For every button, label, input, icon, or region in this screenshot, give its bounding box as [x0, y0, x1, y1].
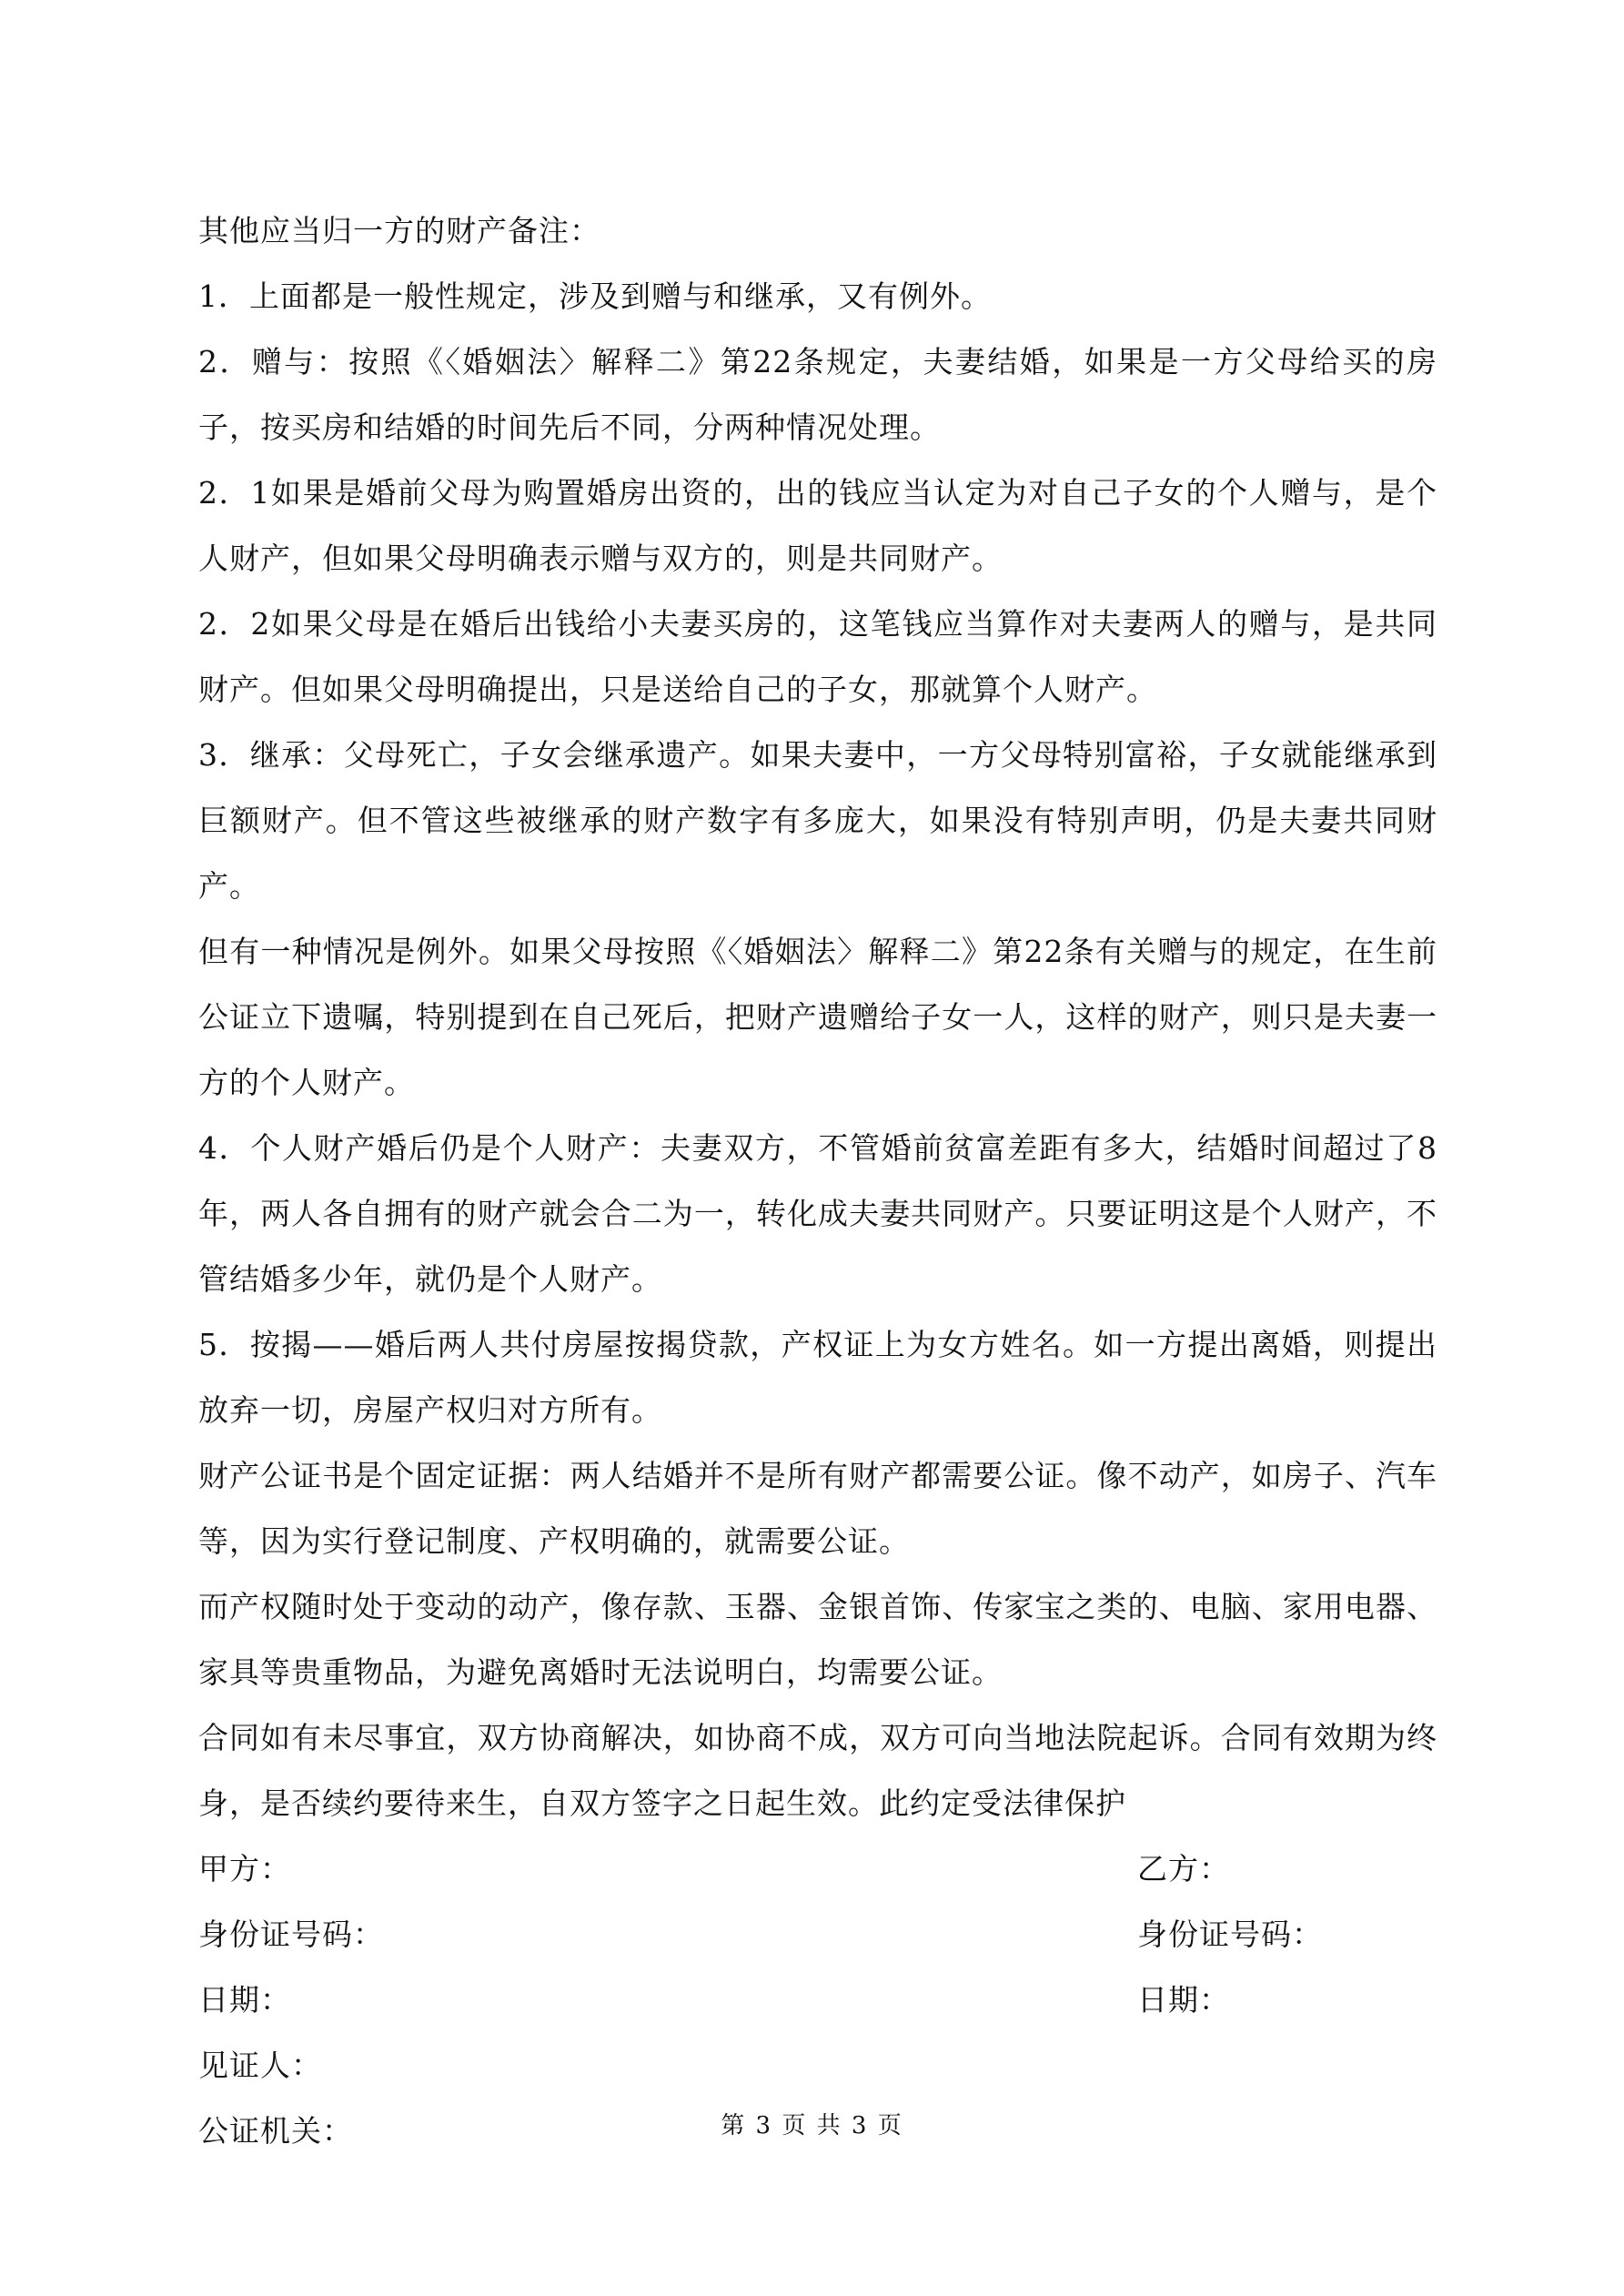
party-b-label: 乙方：	[1137, 1851, 1230, 1886]
paragraph-item-1: 1．上面都是一般性规定，涉及到赠与和继承，又有例外。	[198, 278, 992, 314]
document-body	[198, 198, 1437, 2164]
date-b-label: 日期：	[1137, 1982, 1230, 2018]
paragraph-item-4: 4．个人财产婚后仍是个人财产：夫妻双方，不管婚前贫富差距有多大，结婚时间超过了8年，两人各自拥有的财产就会合二为一，转化成夫妻共同财产。只要证明这是个人财产，不管结婚多少年，就仍是个人财产。	[198, 1130, 1437, 1297]
paragraph-contract-terms: 合同如有未尽事宜，双方协商解决，如协商不成，双方可向当地法院起诉。合同有效期为终身，是否续约要待来生，自双方签字之日起生效。此约定受法律保护	[198, 1720, 1437, 1821]
paragraph-notarization: 财产公证书是个固定证据：两人结婚并不是所有财产都需要公证。像不动产，如房子、汽车等，因为实行登记制度、产权明确的，就需要公证。	[198, 1458, 1437, 1559]
signature-row-id	[198, 1902, 1437, 1967]
notary-label: 公证机关：	[198, 2113, 353, 2149]
party-a-label: 甲方：	[198, 1851, 291, 1886]
date-a-label: 日期：	[198, 1982, 291, 2018]
signature-row-parties	[198, 1836, 1437, 1902]
paragraph-exception: 但有一种情况是例外。如果父母按照《〈婚姻法〉解释二》第22条有关赠与的规定，在生前公证立下遗嘱，特别提到在自己死后，把财产遗赠给子女一人，这样的财产，则只是夫妻一方的个人财产。	[198, 934, 1437, 1100]
paragraph-item-2-1: 2．1如果是婚前父母为购置婚房出资的，出的钱应当认定为对自己子女的个人赠与，是个人财产，但如果父母明确表示赠与双方的，则是共同财产。	[198, 475, 1437, 576]
paragraph-item-2: 2．赠与：按照《〈婚姻法〉解释二》第22条规定，夫妻结婚，如果是一方父母给买的房子，按买房和结婚的时间先后不同，分两种情况处理。	[198, 344, 1437, 445]
paragraph-item-2-2: 2．2如果父母是在婚后出钱给小夫妻买房的，这笔钱应当算作对夫妻两人的赠与，是共同财产。但如果父母明确提出，只是送给自己的子女，那就算个人财产。	[198, 606, 1437, 707]
paragraph-property-notes-heading: 其他应当归一方的财产备注：	[198, 213, 600, 248]
paragraph-movable-property: 而产权随时处于变动的动产，像存款、玉器、金银首饰、传家宝之类的、电脑、家用电器、家具等贵重物品，为避免离婚时无法说明白，均需要公证。	[198, 1589, 1437, 1690]
paragraph-item-3: 3．继承：父母死亡，子女会继承遗产。如果夫妻中，一方父母特别富裕，子女就能继承到巨额财产。但不管这些被继承的财产数字有多庞大，如果没有特别声明，仍是夫妻共同财产。	[198, 737, 1437, 904]
id-a-label: 身份证号码：	[198, 1917, 384, 1952]
page-number-footer: 第 3 页 共 3 页	[721, 2112, 903, 2139]
paragraph-item-5: 5．按揭——婚后两人共付房屋按揭贷款，产权证上为女方姓名。如一方提出离婚，则提出放弃一切，房屋产权归对方所有。	[198, 1327, 1437, 1428]
id-b-label: 身份证号码：	[1137, 1917, 1323, 1952]
signature-row-date	[198, 1967, 1437, 2033]
witness-label: 见证人：	[198, 2048, 322, 2083]
